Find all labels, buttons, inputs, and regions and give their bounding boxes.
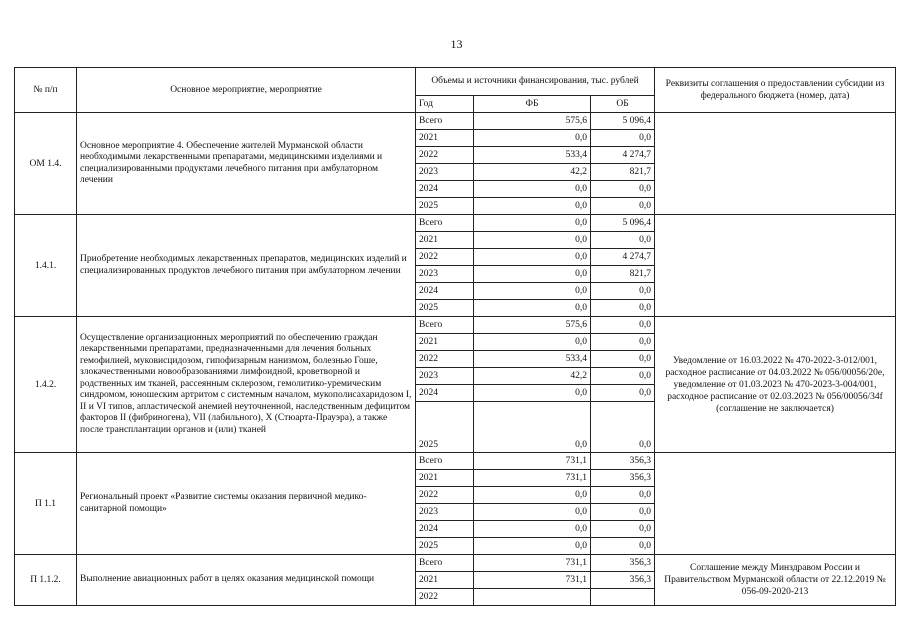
cell-year: 2022: [416, 351, 474, 368]
cell-ob: 4 274,7: [591, 147, 655, 164]
cell-fb: 0,0: [474, 334, 591, 351]
row-activity-name: Выполнение авиационных работ в целях оказания медицинской помощи: [77, 555, 416, 606]
financing-table: [14, 67, 896, 606]
cell-year: 2024: [416, 181, 474, 198]
cell-year: 2024: [416, 283, 474, 300]
cell-ob: 356,3: [591, 572, 655, 589]
cell-fb: 0,0: [474, 130, 591, 147]
cell-ob: 4 274,7: [591, 249, 655, 266]
cell-fb: 0,0: [474, 385, 591, 402]
cell-fb: 0,0: [474, 198, 591, 215]
cell-year: 2023: [416, 504, 474, 521]
header-number: № п/п: [15, 68, 77, 113]
cell-ob: 356,3: [591, 453, 655, 470]
cell-fb: 42,2: [474, 164, 591, 181]
table-body: [15, 113, 896, 606]
cell-ob: 0,0: [591, 402, 655, 453]
cell-ob: 0,0: [591, 538, 655, 555]
cell-year: Всего: [416, 555, 474, 572]
row-requisites: Соглашение между Минздравом России и Правительством Мурманской области от 22.12.2019 № 056-09-2020-213: [655, 555, 896, 606]
header-requisites: Реквизиты соглашения о предоставлении субсидии из федерального бюджета (номер, дата): [655, 68, 896, 113]
cell-year: 2021: [416, 334, 474, 351]
cell-fb: 0,0: [474, 249, 591, 266]
cell-fb: 731,1: [474, 470, 591, 487]
cell-year: 2021: [416, 572, 474, 589]
cell-ob: [591, 589, 655, 606]
header-year: Год: [416, 95, 474, 112]
cell-fb: 575,6: [474, 113, 591, 130]
cell-year: 2025: [416, 198, 474, 215]
table-row: [15, 215, 896, 232]
cell-year: Всего: [416, 453, 474, 470]
cell-fb: 0,0: [474, 538, 591, 555]
cell-ob: 0,0: [591, 198, 655, 215]
row-code: ОМ 1.4.: [15, 113, 77, 215]
header-activity: Основное мероприятие, мероприятие: [77, 68, 416, 113]
cell-fb: 731,1: [474, 572, 591, 589]
cell-year: 2021: [416, 470, 474, 487]
cell-ob: 0,0: [591, 181, 655, 198]
row-requisites: [655, 215, 896, 317]
cell-fb: 0,0: [474, 402, 591, 453]
cell-year: 2024: [416, 385, 474, 402]
cell-ob: 0,0: [591, 300, 655, 317]
cell-fb: 42,2: [474, 368, 591, 385]
table-row: [15, 317, 896, 334]
cell-ob: 5 096,4: [591, 215, 655, 232]
cell-year: 2025: [416, 300, 474, 317]
row-requisites: [655, 453, 896, 555]
cell-fb: 731,1: [474, 555, 591, 572]
cell-ob: 0,0: [591, 504, 655, 521]
cell-ob: 5 096,4: [591, 113, 655, 130]
cell-fb: 0,0: [474, 283, 591, 300]
cell-ob: 0,0: [591, 283, 655, 300]
cell-fb: 533,4: [474, 147, 591, 164]
cell-year: 2023: [416, 164, 474, 181]
cell-ob: 0,0: [591, 232, 655, 249]
cell-ob: 0,0: [591, 130, 655, 147]
cell-fb: 0,0: [474, 232, 591, 249]
cell-year: 2024: [416, 521, 474, 538]
cell-ob: 0,0: [591, 334, 655, 351]
row-activity-name: Приобретение необходимых лекарственных препаратов, медицинских изделий и специализированных продуктов лечебного питания при амбулаторном лечении: [77, 215, 416, 317]
cell-fb: 533,4: [474, 351, 591, 368]
cell-fb: 0,0: [474, 300, 591, 317]
row-code: 1.4.1.: [15, 215, 77, 317]
cell-ob: 356,3: [591, 470, 655, 487]
cell-year: 2022: [416, 147, 474, 164]
cell-ob: 821,7: [591, 266, 655, 283]
header-funding: Объемы и источники финансирования, тыс. рублей: [416, 68, 655, 96]
cell-fb: 731,1: [474, 453, 591, 470]
cell-year: 2023: [416, 266, 474, 283]
row-activity-name: Основное мероприятие 4. Обеспечение жителей Мурманской области необходимыми лекарственными препаратами, медицинскими изделиями и специализированными продуктами лечебного питания при амбулаторном лечении: [77, 113, 416, 215]
cell-ob: 0,0: [591, 351, 655, 368]
cell-ob: 356,3: [591, 555, 655, 572]
row-code: 1.4.2.: [15, 317, 77, 453]
cell-fb: 0,0: [474, 215, 591, 232]
cell-fb: 0,0: [474, 487, 591, 504]
header-ob: ОБ: [591, 95, 655, 112]
cell-year: 2022: [416, 487, 474, 504]
cell-year: 2025: [416, 402, 474, 453]
cell-fb: 0,0: [474, 266, 591, 283]
cell-ob: 0,0: [591, 385, 655, 402]
page-number: 13: [450, 37, 463, 51]
cell-ob: 0,0: [591, 368, 655, 385]
cell-year: 2022: [416, 589, 474, 606]
cell-fb: [474, 589, 591, 606]
cell-ob: 0,0: [591, 317, 655, 334]
header-fb: ФБ: [474, 95, 591, 112]
cell-year: 2021: [416, 232, 474, 249]
cell-fb: 575,6: [474, 317, 591, 334]
cell-fb: 0,0: [474, 181, 591, 198]
table-row: [15, 453, 896, 470]
table-row: [15, 555, 896, 572]
cell-fb: 0,0: [474, 521, 591, 538]
table-row: [15, 113, 896, 130]
cell-year: 2022: [416, 249, 474, 266]
cell-year: Всего: [416, 215, 474, 232]
row-code: П 1.1.2.: [15, 555, 77, 606]
cell-fb: 0,0: [474, 504, 591, 521]
cell-ob: 821,7: [591, 164, 655, 181]
cell-year: Всего: [416, 317, 474, 334]
cell-ob: 0,0: [591, 487, 655, 504]
row-requisites: [655, 113, 896, 215]
cell-year: Всего: [416, 113, 474, 130]
row-code: П 1.1: [15, 453, 77, 555]
row-activity-name: Региональный проект «Развитие системы оказания первичной медико-санитарной помощи»: [77, 453, 416, 555]
row-requisites: Уведомление от 16.03.2022 № 470-2022-3-012/001, расходное расписание от 04.03.2022 № 056/00056/20е, уведомление от 01.03.2023 № 470-2023-3-004/001, расходное расписание от 02.03.2023 № 056/00056/34f (соглашение не заключается): [655, 317, 896, 453]
cell-year: 2023: [416, 368, 474, 385]
cell-year: 2025: [416, 538, 474, 555]
cell-year: 2021: [416, 130, 474, 147]
row-activity-name: Осуществление организационных мероприятий по обеспечению граждан лекарственными препаратами, предназначенными для лечения больных гемофилией, муковисцидозом, гипофизарным нанизмом, болезнью Гоше, злокачественными новообразованиями лимфоидной, кроветворной и родственных им тканей, рассеянным склерозом, гемолитико-уремическим синдромом, юношеским артритом с системным началом, мукополисахаридозом I, II и VI типов, апластической анемией неуточненной, наследственным дефицитом факторов II (фибриногена), VII (лабильного), X (Стюарта-Прауэра), а также после трансплантации органов и (или) тканей: [77, 317, 416, 453]
cell-ob: 0,0: [591, 521, 655, 538]
